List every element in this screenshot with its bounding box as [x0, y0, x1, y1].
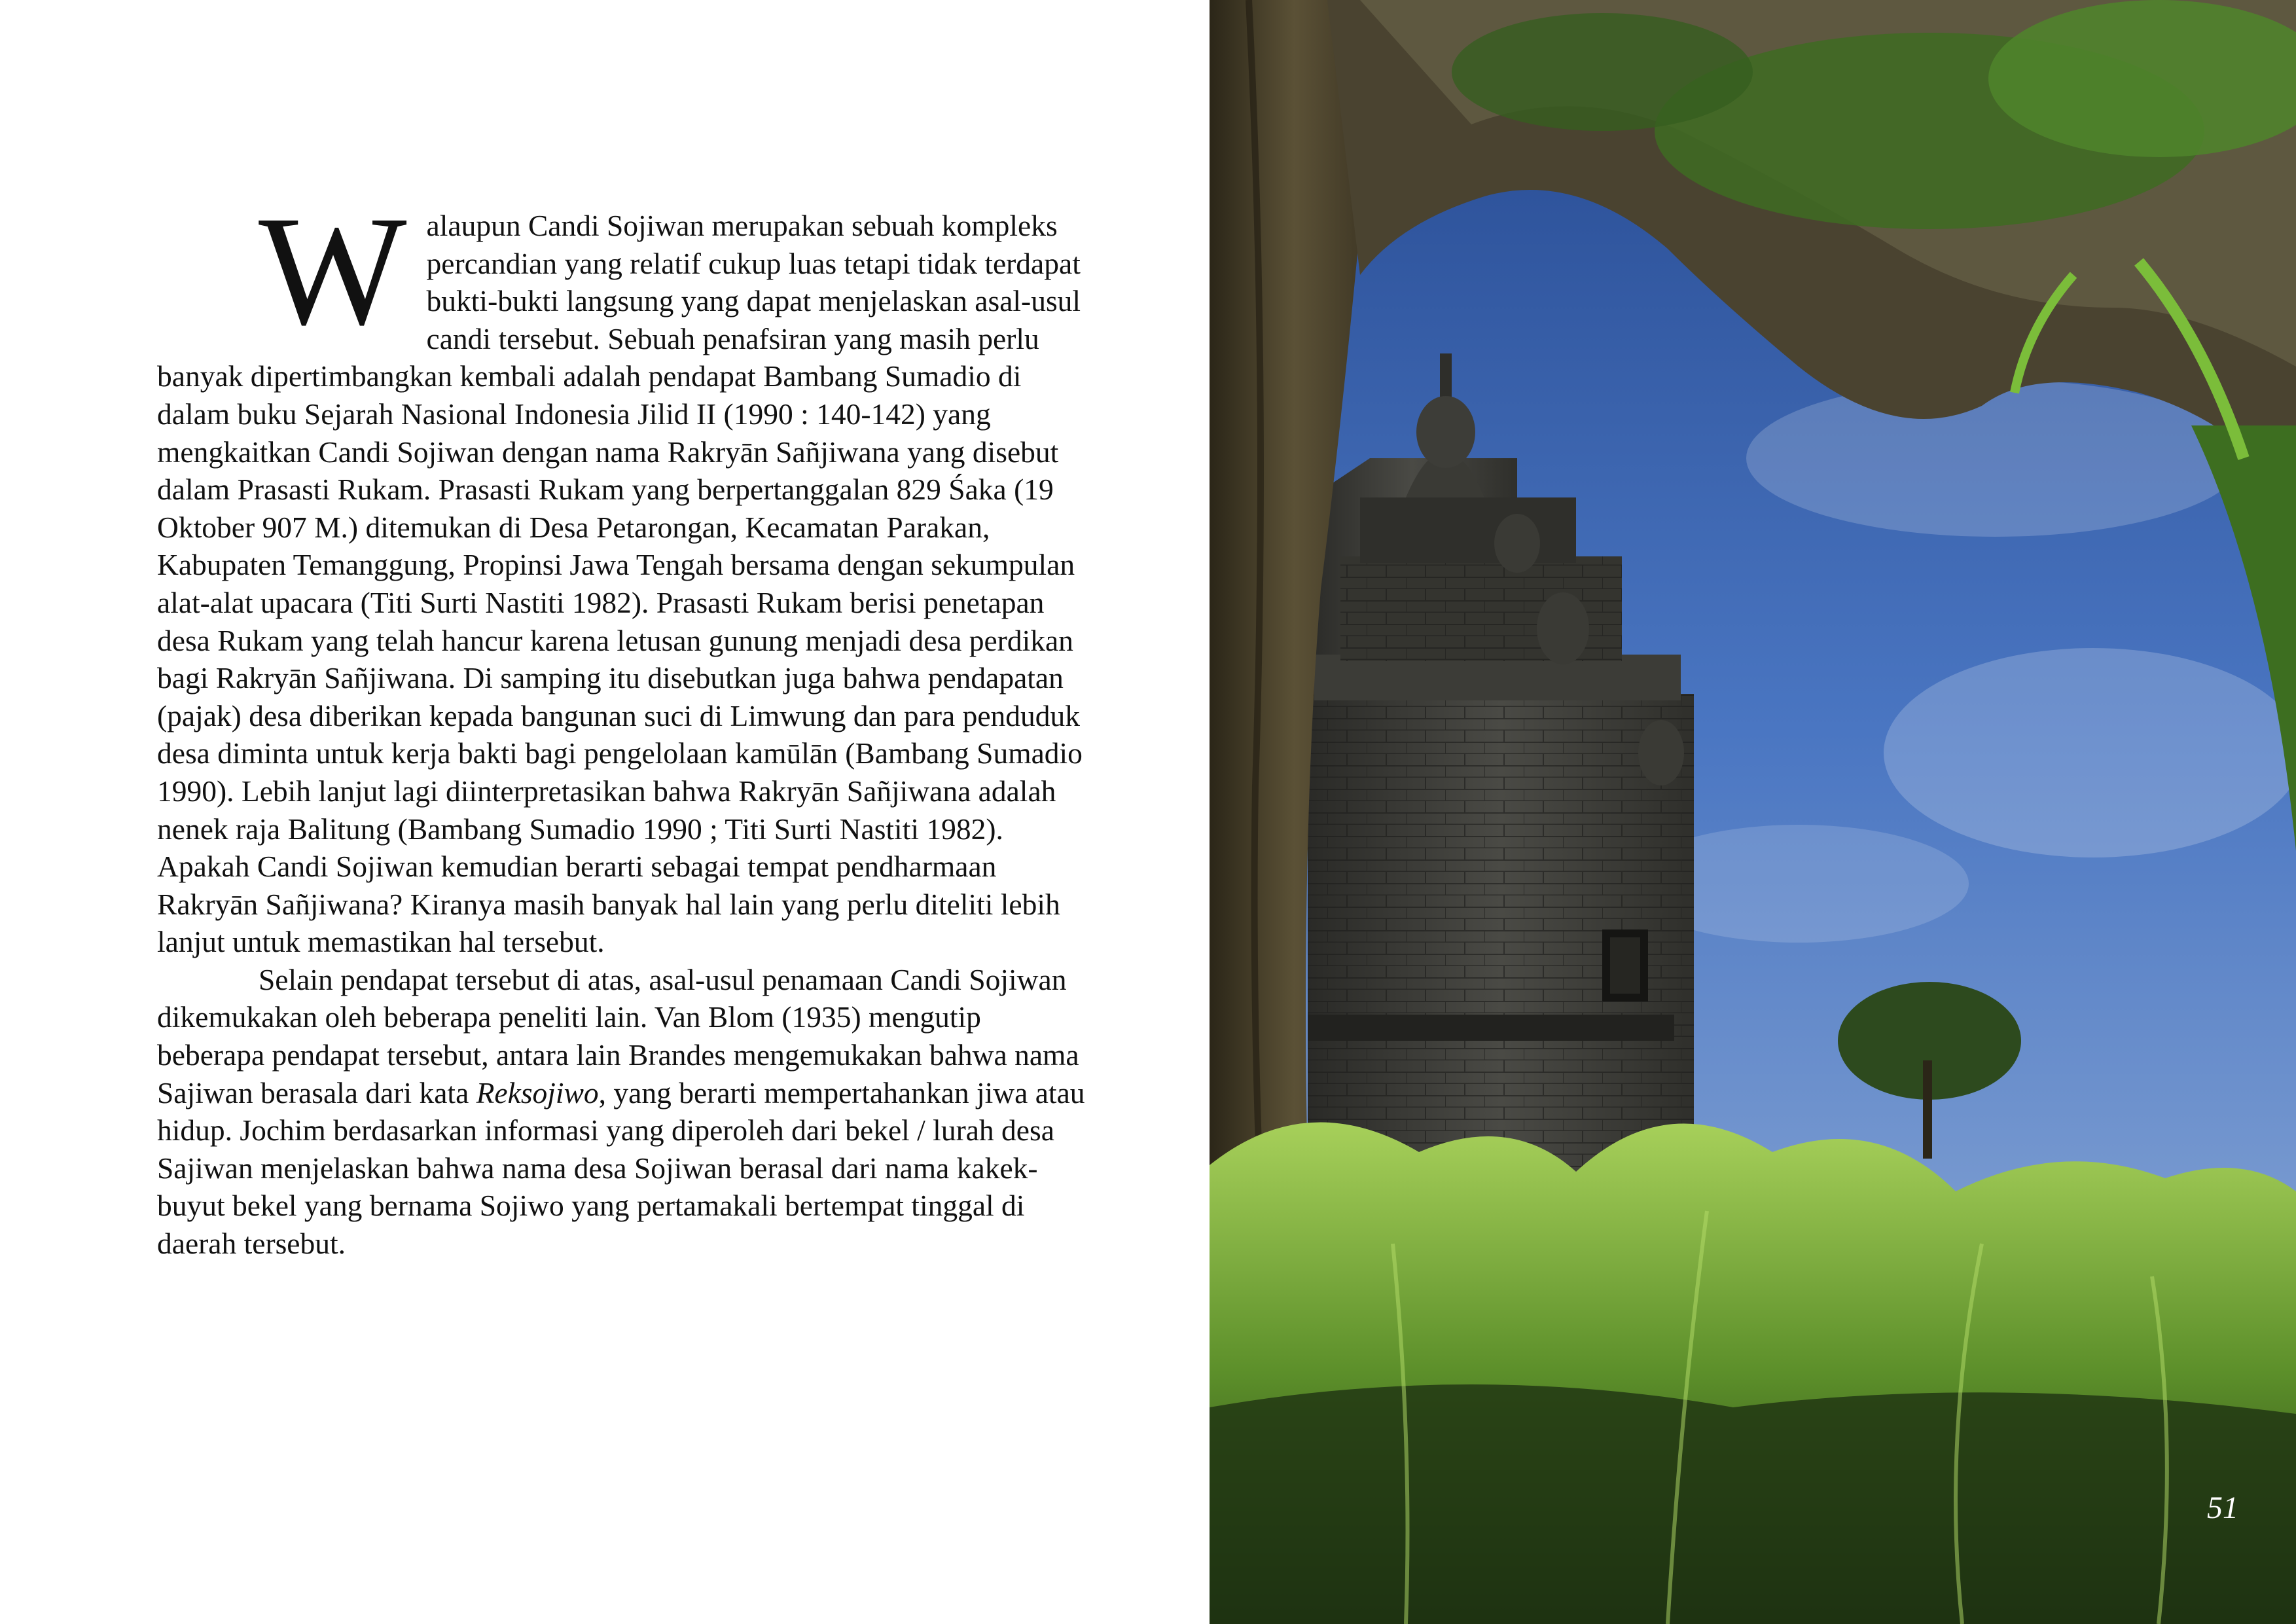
paragraph-2-italic-term: Reksojiwo — [476, 1075, 599, 1110]
body-text — [157, 183, 1093, 1263]
drop-cap: W — [259, 183, 407, 357]
temple-photo — [1210, 0, 2296, 1624]
paragraph-2-text-b: , yang berarti mempertahankan jiwa atau hidup. Jochim berdasarkan informasi yang diperoleh dari bekel / lurah desa Sajiwan menjelaskan bahwa nama desa Sojiwan berasal dari nama kakek-buyut bekel yang bernama Sojiwo yang pertamakali bertempat tinggal di daerah tersebut. — [157, 1075, 1085, 1261]
page-number: 51 — [2207, 1490, 2238, 1525]
paragraph-1 — [157, 183, 1093, 961]
photo-page — [1210, 0, 2296, 1624]
paragraph-2-text-a: Selain pendapat tersebut di atas, asal-usul penamaan Candi Sojiwan dikemukakan oleh beberapa peneliti lain. Van Blom (1935) mengutip beberapa pendapat tersebut, antara lain Brandes mengemukakan bahwa nama Sajiwan berasala dari kata — [157, 962, 1079, 1110]
paragraph-1-text: alaupun Candi Sojiwan merupakan sebuah kompleks percandian yang relatif cukup luas tetapi tidak terdapat bukti-bukti langsung yang dapat menjelaskan asal-usul candi tersebut. Sebuah penafsiran yang masih perlu banyak dipertimbangkan kembali adalah pendapat Bambang Sumadio di dalam buku Sejarah Nasional Indonesia Jilid II (1990 : 140-142) yang mengkaitkan Candi Sojiwan dengan nama Rakryān Sañjiwana yang disebut dalam Prasasti Rukam. Prasasti Rukam yang berpertanggalan 829 Śaka (19 Oktober 907 M.) ditemukan di Desa Petarongan, Kecamatan Parakan, Kabupaten Temanggung, Propinsi Jawa Tengah bersama dengan sekumpulan alat-alat upacara (Titi Surti Nastiti 1982). Prasasti Rukam berisi penetapan desa Rukam yang telah hancur karena letusan gunung menjadi desa perdikan bagi Rakryān Sañjiwana. Di samping itu disebutkan juga bahwa pendapatan (pajak) desa diberikan kepada bangunan suci di Limwung dan para penduduk desa diminta untuk kerja bakti bagi pengelolaan kamūlān (Bambang Sumadio 1990). Lebih lanjut lagi diinterpretasikan bahwa Rakryān Sañjiwana adalah nenek raja Balitung (Bambang Sumadio 1990 ; Titi Surti Nastiti 1982). Apakah Candi Sojiwan kemudian berarti sebagai tempat pendharmaan Rakryān Sañjiwana? Kiranya masih banyak hal lain yang perlu diteliti lebih lanjut untuk memastikan hal tersebut. — [157, 209, 1083, 959]
paragraph-2 — [157, 961, 1093, 1263]
